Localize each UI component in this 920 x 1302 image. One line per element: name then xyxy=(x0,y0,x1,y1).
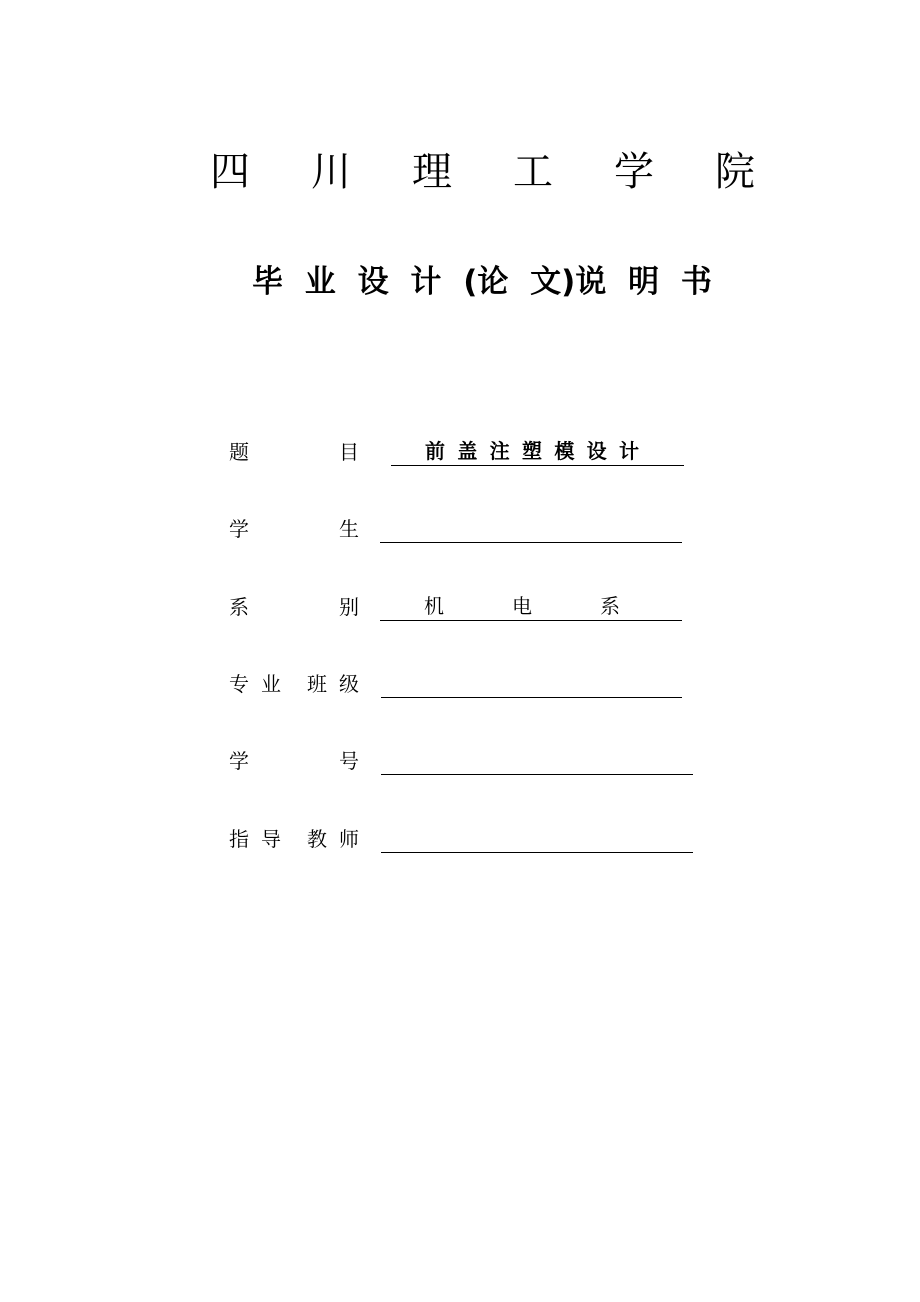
document-type-char: 书 xyxy=(680,264,712,300)
document-type-char: 业 xyxy=(304,264,336,300)
topic-value-char: 模 xyxy=(554,439,575,463)
department-label-char: 系 xyxy=(229,595,249,619)
institution-title-char: 理 xyxy=(412,149,452,195)
topic-value-char: 塑 xyxy=(521,439,542,463)
institution-title-char: 川 xyxy=(311,149,351,195)
student-id-label-char: 号 xyxy=(339,749,359,773)
student-field xyxy=(229,514,689,544)
department-value-char: 系 xyxy=(600,594,620,618)
major-class-label-char: 专 xyxy=(229,672,249,696)
topic-underline xyxy=(391,465,684,466)
topic-label xyxy=(229,437,359,467)
topic-value-char: 盖 xyxy=(457,439,478,463)
department-value[interactable] xyxy=(424,592,620,620)
topic-field xyxy=(229,437,689,467)
advisor-label-char: 指 xyxy=(229,827,249,851)
advisor-label-char: 导 xyxy=(261,827,281,851)
student-id-label-char: 学 xyxy=(229,749,249,773)
institution-title-char: 学 xyxy=(614,149,654,195)
topic-value-char: 注 xyxy=(489,439,510,463)
advisor-field xyxy=(229,824,699,854)
department-label xyxy=(229,592,359,622)
document-type-title xyxy=(252,260,712,304)
department-label-char: 别 xyxy=(339,595,359,619)
institution-title-char: 四 xyxy=(210,149,250,195)
topic-value-char: 设 xyxy=(586,439,607,463)
topic-label-char: 题 xyxy=(229,440,249,464)
department-underline xyxy=(380,620,682,621)
major-class-underline[interactable] xyxy=(381,697,682,698)
student-label-char: 生 xyxy=(339,517,359,541)
institution-title xyxy=(210,146,755,198)
student-id-label xyxy=(229,746,359,776)
topic-value-char: 前 xyxy=(425,439,445,463)
advisor-underline[interactable] xyxy=(381,852,693,853)
topic-value[interactable] xyxy=(425,437,639,465)
major-class-field xyxy=(229,669,689,699)
major-class-label-char: 业 xyxy=(261,672,281,696)
advisor-label xyxy=(229,824,359,854)
student-underline[interactable] xyxy=(380,542,682,543)
student-id-field xyxy=(229,746,699,776)
topic-value-char: 计 xyxy=(618,439,639,463)
advisor-label-char: 教 xyxy=(307,827,327,851)
document-type-char: 明 xyxy=(628,264,660,300)
document-type-char: 计 xyxy=(410,264,442,300)
department-field xyxy=(229,592,689,622)
topic-label-char: 目 xyxy=(339,440,359,464)
document-type-char: (论 xyxy=(463,264,509,300)
major-class-label-char: 级 xyxy=(339,672,359,696)
advisor-label-char: 师 xyxy=(339,827,359,851)
institution-title-char: 院 xyxy=(715,149,755,195)
department-value-char: 机 xyxy=(424,594,444,618)
department-value-char: 电 xyxy=(512,594,532,618)
major-class-label xyxy=(229,669,359,699)
institution-title-char: 工 xyxy=(513,149,553,195)
document-type-char: 设 xyxy=(357,264,389,300)
student-label-char: 学 xyxy=(229,517,249,541)
document-type-char: 文)说 xyxy=(530,264,607,300)
document-type-char: 毕 xyxy=(252,264,283,300)
student-label xyxy=(229,514,359,544)
major-class-label-char: 班 xyxy=(307,672,327,696)
student-id-underline[interactable] xyxy=(381,774,693,775)
